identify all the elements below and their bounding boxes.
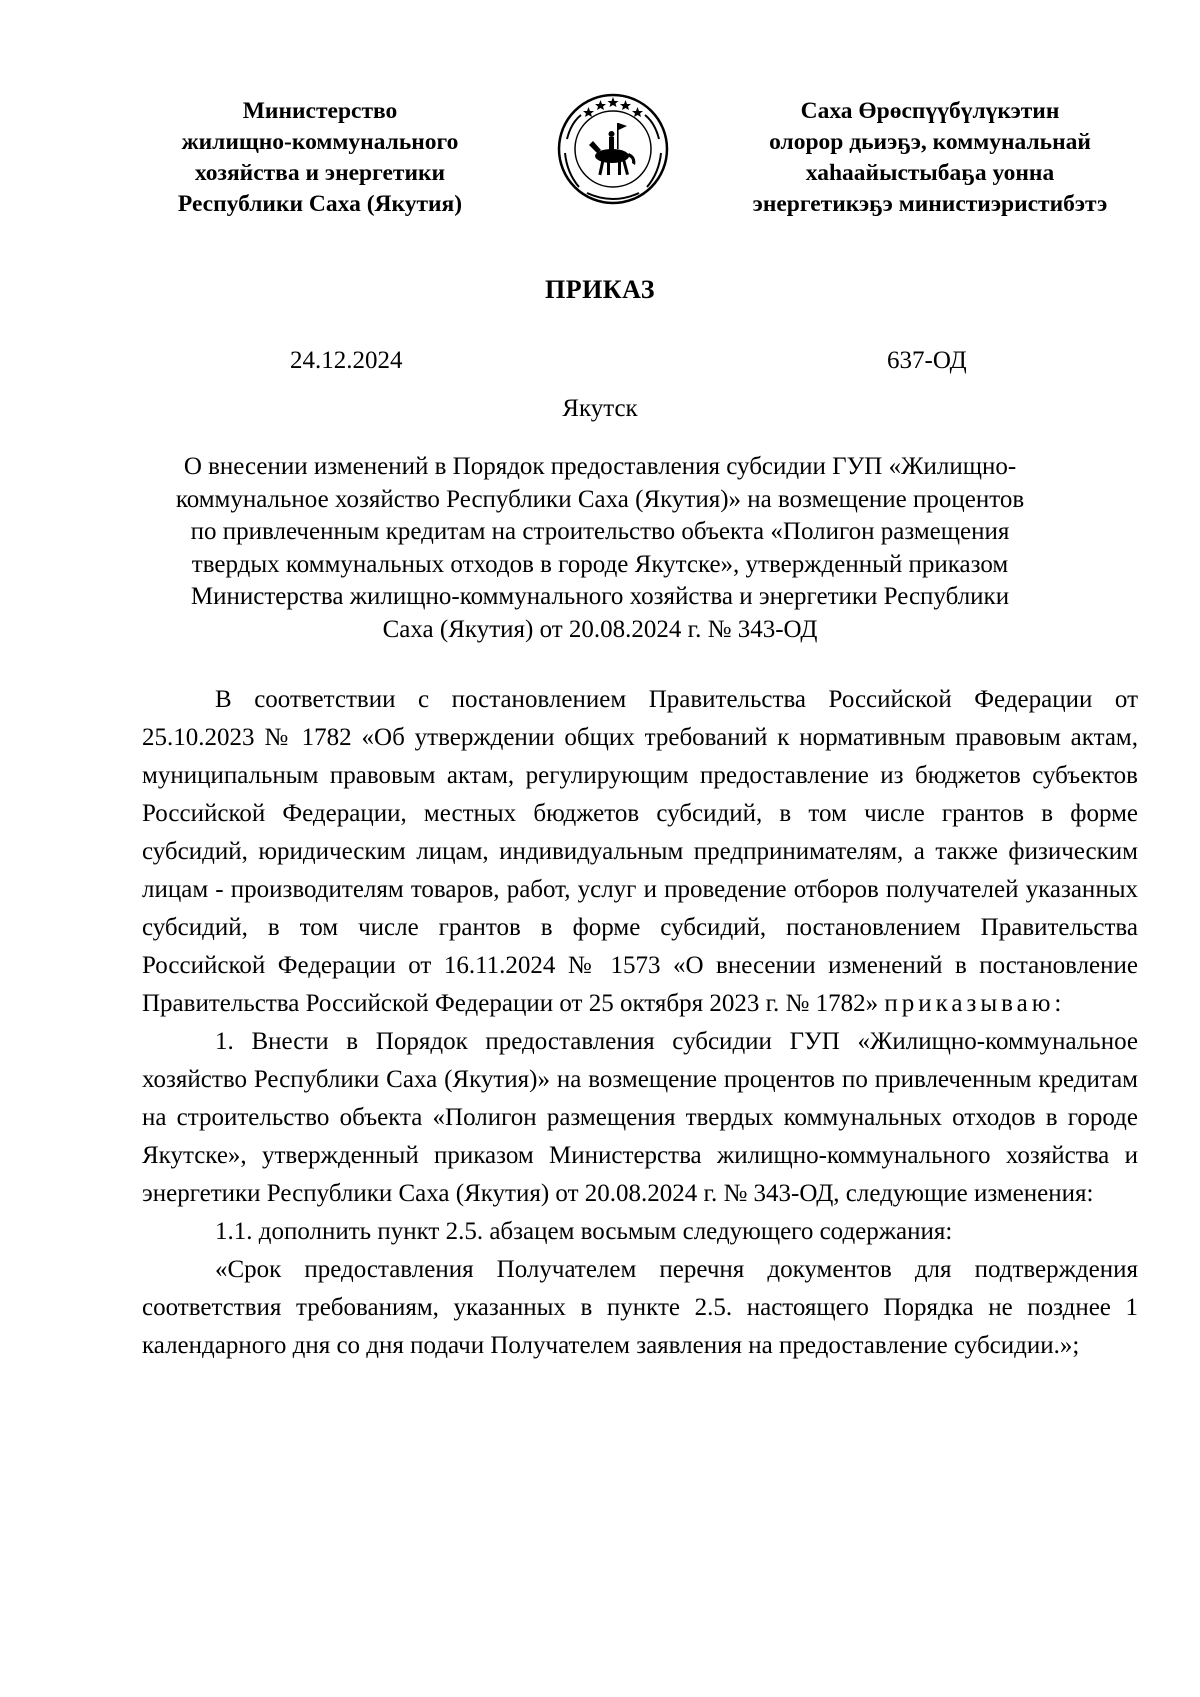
subject-line: твердых коммунальных отходов в городе Якутске», утвержденный приказом: [191, 550, 1009, 578]
quote-paragraph: «Срок предоставления Получателем перечня документов для подтверждения соответствия требованиям, указанных в пункте 2.5. настоящего Порядка не позднее 1 календарного дня со дня подачи Получателем заявления на предоставление субсидии.»;: [142, 1256, 1138, 1359]
ministry-name-line: энергетикэҕэ министиэристибэтэ: [752, 191, 1108, 217]
ministry-name-line: хозяйства и энергетики: [194, 160, 446, 186]
document-city: Якутск: [562, 395, 638, 422]
subject-line: коммунальное хозяйство Республики Саха (Якутия)» на возмещение процентов: [175, 485, 1025, 513]
document-body: [142, 681, 1138, 1365]
document-date: 24.12.2024: [290, 347, 403, 374]
ministry-name-russian: [140, 96, 500, 220]
ministry-name-sakha: [730, 96, 1130, 220]
item-1-1-paragraph: 1.1. дополнить пункт 2.5. абзацем восьмым следующего содержания:: [215, 1218, 953, 1245]
ministry-name-line: олорор дьиэҕэ, коммунальнай: [769, 129, 1091, 155]
order-word: приказываю:: [884, 990, 1066, 1017]
subject-line: по привлеченным кредитам на строительство объекта «Полигон размещения: [190, 518, 1010, 545]
ministry-name-line: Саха Өрөспүүбүлүкэтин: [800, 98, 1060, 124]
preamble-text: В соответствии с постановлением Правительства Российской Федерации от 25.10.2023 № 1782 «Об утверждении общих требований к нормативным правовым актам, муниципальным правовым актам, регулирующим предоставление из бюджетов субъектов Российской Федерации, местных бюджетов субсидий, в том числе грантов в форме субсидий, юридическим лицам, индивидуальным предпринимателям, а также физическим лицам - производителям товаров, работ, услуг и проведение отборов получателей указанных субсидий, в том числе грантов в форме субсидий, постановлением Правительства Российской Федерации от 16.11.2024 № 1573 «О внесении изменений в постановление Правительства Российской Федерации от 25 октября 2023 г. № 1782»: [142, 686, 1138, 1017]
document-number: 637-ОД: [887, 347, 967, 374]
subject-line: Саха (Якутия) от 20.08.2024 г. № 343-ОД: [382, 615, 818, 643]
document-type: ПРИКАЗ: [544, 275, 656, 304]
subject-line: Министерства жилищно-коммунального хозяйства и энергетики Республики: [190, 583, 1010, 610]
item-1-paragraph: 1. Внести в Порядок предоставления субсидии ГУП «Жилищно-коммунальное хозяйство Республики Саха (Якутия)» на возмещение процентов по привлеченным кредитам на строительство объекта «Полигон размещения твердых коммунальных отходов в городе Якутске», утвержденный приказом Министерства жилищно-коммунального хозяйства и энергетики Республики Саха (Якутия) от 20.08.2024 г. № 343-ОД, следующие изменения:: [142, 1028, 1138, 1207]
document-subject: [140, 451, 1060, 646]
ministry-name-line: Министерство: [242, 98, 398, 124]
ministry-name-line: жилищно-коммунального: [181, 129, 459, 155]
preamble-paragraph: [142, 681, 1138, 1023]
ministry-name-line: Республики Саха (Якутия): [177, 191, 463, 217]
subject-line: О внесении изменений в Порядок предоставления субсидии ГУП «Жилищно-: [183, 453, 1017, 480]
ministry-name-line: хаһаайыстыбаҕа уонна: [805, 160, 1055, 186]
coat-of-arms-emblem: [557, 93, 669, 205]
